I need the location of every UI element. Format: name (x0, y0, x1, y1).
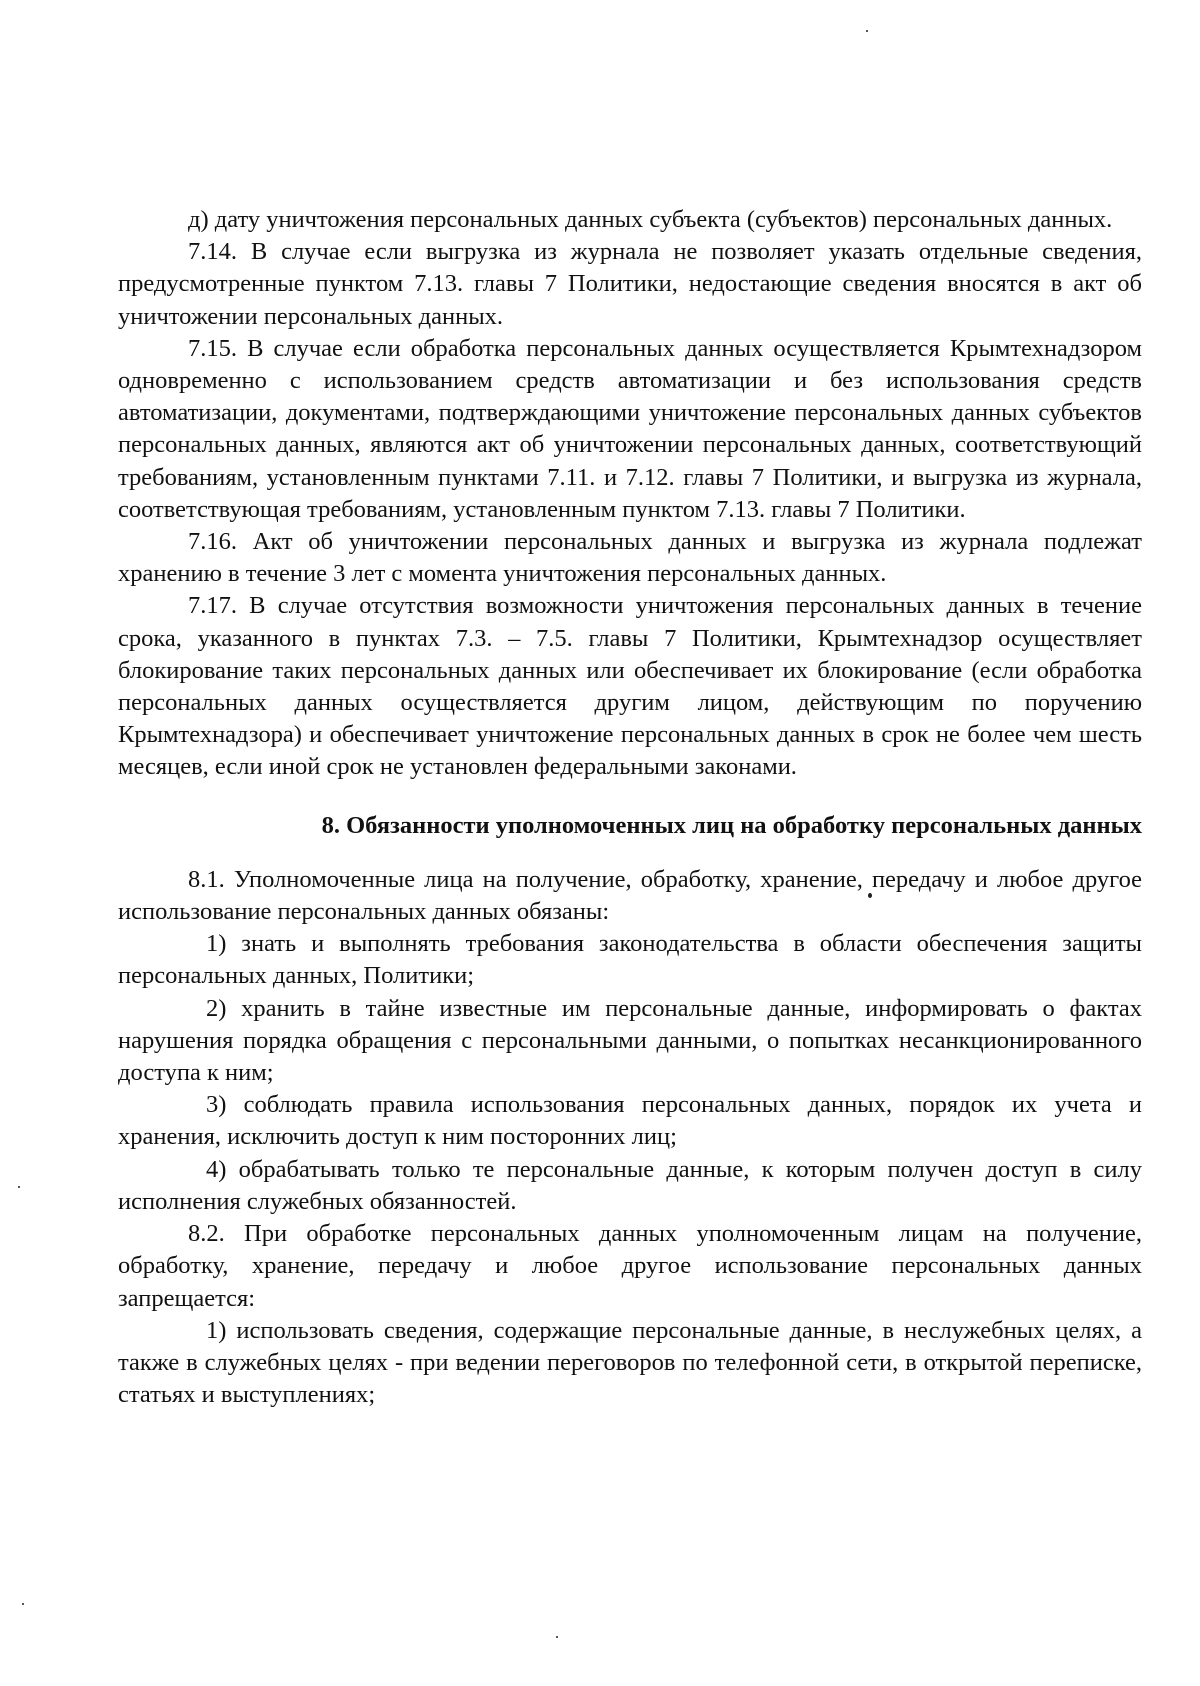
list-item-8-1-2: 2) хранить в тайне известные им персональные данные, информировать о фактах нарушения порядка обращения с персональными данными, о попытках несанкционированного доступа к ним; (118, 994, 1142, 1087)
paragraph-8-2: 8.2. При обработке персональных данных уполномоченным лицам на получение, обработку, хранение, передачу и любое другое использование персональных данных запрещается: (118, 1220, 1142, 1312)
paragraph-7-15: 7.15. В случае если обработка персональных данных осуществляется Крымтехнадзором одновременно с использованием средств автоматизации и без использования средств автоматизации, документами, подтверждающими уничтожение персональных данных субъектов персональных данных, являются акт об уничтожении персональных данных, соответствующий требованиям, установленным пунктами 7.11. и 7.12. главы 7 Политики, и выгрузка из журнала, соответствующая требованиям, установленным пунктом 7.13. главы 7 Политики. (118, 334, 1142, 523)
list-item-8-1-3: 3) соблюдать правила использования персональных данных, порядок их учета и хранения, исключить доступ к ним посторонних лиц; (118, 1091, 1142, 1151)
section-8-heading: 8. Обязанности уполномоченных лиц на обработку персональных данных (321, 811, 1142, 839)
scan-speck (22, 1603, 24, 1605)
list-item-8-1-1: 1) знать и выполнять требования законодательства в области обеспечения защиты персональных данных, Политики; (118, 930, 1142, 990)
paragraph-8-1: 8.1. Уполномоченные лица на получение, обработку, хранение, передачу и любое другое использование персональных данных обязаны: (118, 865, 1142, 926)
list-item-8-1-4: 4) обрабатывать только те персональные данные, к которым получен доступ в силу исполнения служебных обязанностей. (118, 1155, 1142, 1215)
paragraph-7-17: 7.17. В случае отсутствия возможности уничтожения персональных данных в течение срока, указанного в пунктах 7.3. – 7.5. главы 7 Политики, Крымтехнадзор осуществляет блокирование таких персональных данных или обеспечивает их блокирование (если обработка персональных данных осуществляется другим лицом, действующим по поручению Крымтехнадзора) и обеспечивает уничтожение персональных данных в срок не более чем шесть месяцев, если иной срок не установлен федеральными законами. (118, 592, 1142, 781)
document-body (118, 204, 1142, 1411)
scan-speck (866, 30, 868, 32)
paragraph-7-16: 7.16. Акт об уничтожении персональных данных и выгрузка из журнала подлежат хранению в течение 3 лет с момента уничтожения персональных данных. (118, 528, 1142, 588)
list-item-8-2-1: 1) использовать сведения, содержащие персональные данные, в неслужебных целях, а также в служебных целях - при ведении переговоров по телефонной сети, в открытой переписке, статьях и выступлениях; (118, 1316, 1142, 1409)
scan-speck (18, 1186, 20, 1188)
paragraph-7-13-d: д) дату уничтожения персональных данных субъекта (субъектов) персональных данных. (188, 206, 1113, 233)
paragraph-7-14: 7.14. В случае если выгрузка из журнала не позволяет указать отдельные сведения, предусмотренные пунктом 7.13. главы 7 Политики, недостающие сведения вносятся в акт об уничтожении персональных данных. (118, 238, 1142, 330)
scan-speck (556, 1636, 558, 1638)
